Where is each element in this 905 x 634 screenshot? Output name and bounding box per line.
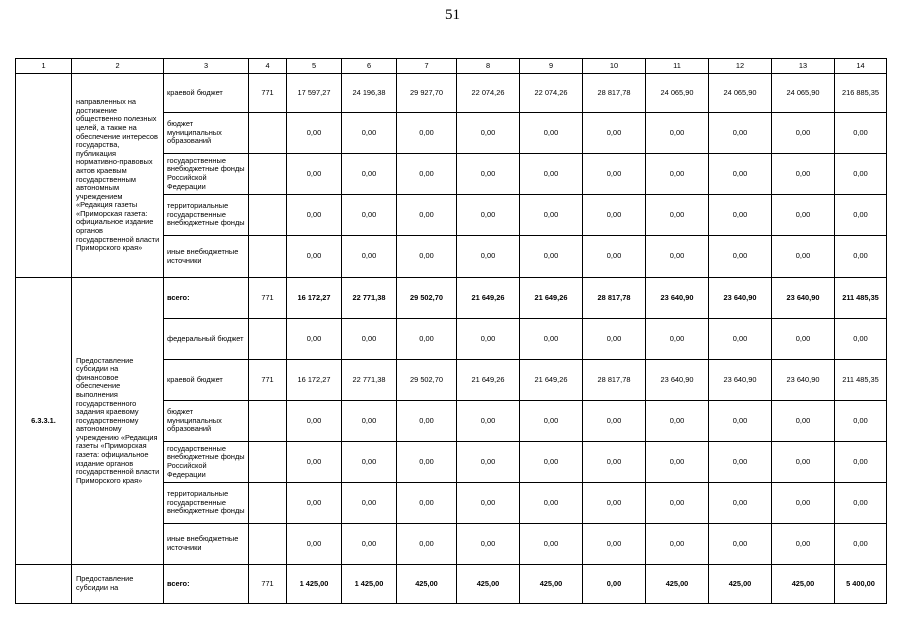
total-value: 0,00: [835, 442, 887, 483]
year-value: 0,00: [457, 154, 520, 195]
year-value: 23 640,90: [709, 278, 772, 319]
year-value: 0,00: [709, 319, 772, 360]
funding-source: территориальные государственные внебюджетные фонды: [164, 483, 249, 524]
column-header: 7: [397, 59, 457, 74]
year-value: 0,00: [457, 401, 520, 442]
year-value: 22 771,38: [342, 360, 397, 401]
year-value: 0,00: [342, 195, 397, 236]
total-value: 0,00: [835, 113, 887, 154]
year-value: 0,00: [646, 195, 709, 236]
year-value: 0,00: [772, 483, 835, 524]
column-header: 12: [709, 59, 772, 74]
year-value: 0,00: [646, 442, 709, 483]
table-row: [16, 278, 887, 319]
year-value: 24 065,90: [772, 74, 835, 113]
year-value: 0,00: [709, 236, 772, 278]
department-code: [249, 319, 287, 360]
department-code: [249, 113, 287, 154]
table-row: [16, 74, 887, 113]
column-header: 9: [520, 59, 583, 74]
budget-table: [15, 58, 887, 604]
year-value: 0,00: [342, 113, 397, 154]
year-value: 0,00: [520, 319, 583, 360]
year-value: 0,00: [772, 113, 835, 154]
department-code: [249, 524, 287, 565]
column-header: 11: [646, 59, 709, 74]
year-value: 425,00: [520, 565, 583, 604]
year-value: 16 172,27: [287, 278, 342, 319]
year-value: 22 074,26: [457, 74, 520, 113]
year-value: 0,00: [709, 401, 772, 442]
year-value: 0,00: [583, 565, 646, 604]
item-code: [16, 565, 72, 604]
year-value: 0,00: [520, 113, 583, 154]
year-value: 21 649,26: [457, 278, 520, 319]
year-value: 0,00: [709, 113, 772, 154]
year-value: 0,00: [342, 442, 397, 483]
total-value: 0,00: [835, 236, 887, 278]
year-value: 28 817,78: [583, 278, 646, 319]
year-value: 21 649,26: [520, 278, 583, 319]
year-value: 0,00: [772, 236, 835, 278]
funding-source: бюджет муниципальных образований: [164, 401, 249, 442]
department-code: [249, 442, 287, 483]
year-value: 0,00: [397, 154, 457, 195]
year-value: 23 640,90: [646, 360, 709, 401]
year-value: 0,00: [287, 401, 342, 442]
column-header: 4: [249, 59, 287, 74]
year-value: 0,00: [583, 236, 646, 278]
year-value: 0,00: [583, 524, 646, 565]
year-value: 29 502,70: [397, 360, 457, 401]
year-value: 16 172,27: [287, 360, 342, 401]
year-value: 0,00: [342, 401, 397, 442]
department-code: 771: [249, 565, 287, 604]
year-value: 0,00: [287, 154, 342, 195]
year-value: 0,00: [287, 113, 342, 154]
year-value: 0,00: [457, 236, 520, 278]
year-value: 0,00: [287, 319, 342, 360]
year-value: 0,00: [287, 236, 342, 278]
year-value: 1 425,00: [342, 565, 397, 604]
year-value: 23 640,90: [709, 360, 772, 401]
funding-source: бюджет муниципальных образований: [164, 113, 249, 154]
year-value: 21 649,26: [457, 360, 520, 401]
year-value: 0,00: [397, 483, 457, 524]
year-value: 0,00: [520, 236, 583, 278]
total-value: 0,00: [835, 483, 887, 524]
year-value: 23 640,90: [772, 278, 835, 319]
year-value: 0,00: [520, 401, 583, 442]
department-code: [249, 195, 287, 236]
year-value: 23 640,90: [772, 360, 835, 401]
total-value: 0,00: [835, 319, 887, 360]
year-value: 29 502,70: [397, 278, 457, 319]
total-value: 0,00: [835, 154, 887, 195]
year-value: 28 817,78: [583, 74, 646, 113]
funding-source: краевой бюджет: [164, 74, 249, 113]
year-value: 0,00: [342, 524, 397, 565]
year-value: 0,00: [709, 154, 772, 195]
year-value: 425,00: [772, 565, 835, 604]
year-value: 0,00: [772, 319, 835, 360]
total-value: 216 885,35: [835, 74, 887, 113]
column-header: 6: [342, 59, 397, 74]
year-value: 0,00: [342, 154, 397, 195]
item-code: [16, 74, 72, 278]
year-value: 0,00: [709, 195, 772, 236]
column-header: 8: [457, 59, 520, 74]
total-value: 211 485,35: [835, 360, 887, 401]
item-description: Предоставление субсидии на: [72, 565, 164, 604]
year-value: 0,00: [772, 442, 835, 483]
column-header: 3: [164, 59, 249, 74]
year-value: 0,00: [457, 524, 520, 565]
funding-source: государственные внебюджетные фонды Российской Федерации: [164, 154, 249, 195]
year-value: 0,00: [646, 154, 709, 195]
department-code: 771: [249, 278, 287, 319]
year-value: 0,00: [520, 483, 583, 524]
column-header: 10: [583, 59, 646, 74]
year-value: 0,00: [397, 236, 457, 278]
column-header: 2: [72, 59, 164, 74]
year-value: 0,00: [646, 483, 709, 524]
year-value: 1 425,00: [287, 565, 342, 604]
item-description: Предоставление субсидии на финансовое обеспечение выполнения государственного задания краевому государственному автономному учреждению «Редакция газеты «Приморская газета: официальное издание органов государственной власти Приморского края»: [72, 278, 164, 565]
year-value: 425,00: [646, 565, 709, 604]
year-value: 17 597,27: [287, 74, 342, 113]
year-value: 0,00: [583, 319, 646, 360]
year-value: 24 065,90: [709, 74, 772, 113]
department-code: 771: [249, 360, 287, 401]
year-value: 0,00: [457, 442, 520, 483]
year-value: 0,00: [342, 319, 397, 360]
year-value: 0,00: [457, 483, 520, 524]
year-value: 29 927,70: [397, 74, 457, 113]
year-value: 0,00: [583, 483, 646, 524]
funding-source: федеральный бюджет: [164, 319, 249, 360]
total-value: 0,00: [835, 195, 887, 236]
year-value: 0,00: [397, 195, 457, 236]
year-value: 0,00: [583, 154, 646, 195]
year-value: 0,00: [520, 154, 583, 195]
year-value: 22 771,38: [342, 278, 397, 319]
year-value: 21 649,26: [520, 360, 583, 401]
year-value: 0,00: [583, 401, 646, 442]
column-header: 5: [287, 59, 342, 74]
department-code: [249, 401, 287, 442]
total-value: 211 485,35: [835, 278, 887, 319]
year-value: 0,00: [457, 113, 520, 154]
year-value: 0,00: [646, 524, 709, 565]
funding-source: иные внебюджетные источники: [164, 524, 249, 565]
header-row: [16, 59, 887, 74]
total-value: 0,00: [835, 401, 887, 442]
page-number: 51: [445, 7, 460, 23]
funding-source: государственные внебюджетные фонды Российской Федерации: [164, 442, 249, 483]
table-row: [16, 565, 887, 604]
year-value: 0,00: [342, 236, 397, 278]
year-value: 0,00: [520, 442, 583, 483]
funding-source: краевой бюджет: [164, 360, 249, 401]
table-body: [16, 59, 887, 604]
year-value: 0,00: [583, 195, 646, 236]
year-value: 0,00: [287, 483, 342, 524]
year-value: 0,00: [709, 524, 772, 565]
funding-source: всего:: [164, 565, 249, 604]
year-value: 0,00: [583, 442, 646, 483]
column-header: 13: [772, 59, 835, 74]
department-code: [249, 236, 287, 278]
year-value: 0,00: [709, 442, 772, 483]
year-value: 0,00: [397, 113, 457, 154]
year-value: 0,00: [520, 524, 583, 565]
item-code: 6.3.3.1.: [16, 278, 72, 565]
year-value: 0,00: [342, 483, 397, 524]
year-value: 425,00: [457, 565, 520, 604]
year-value: 0,00: [397, 442, 457, 483]
funding-source: иные внебюджетные источники: [164, 236, 249, 278]
year-value: 0,00: [646, 401, 709, 442]
year-value: 0,00: [709, 483, 772, 524]
year-value: 0,00: [397, 401, 457, 442]
year-value: 0,00: [287, 524, 342, 565]
year-value: 0,00: [397, 524, 457, 565]
year-value: 0,00: [772, 524, 835, 565]
total-value: 5 400,00: [835, 565, 887, 604]
department-code: [249, 154, 287, 195]
year-value: 0,00: [457, 319, 520, 360]
column-header: 1: [16, 59, 72, 74]
year-value: 0,00: [397, 319, 457, 360]
funding-source: территориальные государственные внебюджетные фонды: [164, 195, 249, 236]
year-value: 0,00: [583, 113, 646, 154]
year-value: 28 817,78: [583, 360, 646, 401]
year-value: 24 196,38: [342, 74, 397, 113]
department-code: [249, 483, 287, 524]
year-value: 0,00: [772, 154, 835, 195]
year-value: 425,00: [709, 565, 772, 604]
total-value: 0,00: [835, 524, 887, 565]
year-value: 22 074,26: [520, 74, 583, 113]
year-value: 0,00: [646, 113, 709, 154]
funding-source: всего:: [164, 278, 249, 319]
year-value: 425,00: [397, 565, 457, 604]
year-value: 0,00: [287, 442, 342, 483]
year-value: 0,00: [772, 195, 835, 236]
year-value: 24 065,90: [646, 74, 709, 113]
department-code: 771: [249, 74, 287, 113]
item-description: направленных на достижение общественно полезных целей, а также на обеспечение интересов государства, публикация нормативно-правовых актов краевым государственным автономным учреждением «Редакция газеты «Приморская газета: официальное издание органов государственной власти Приморского края»: [72, 74, 164, 278]
year-value: 0,00: [646, 319, 709, 360]
year-value: 0,00: [520, 195, 583, 236]
column-header: 14: [835, 59, 887, 74]
year-value: 23 640,90: [646, 278, 709, 319]
year-value: 0,00: [772, 401, 835, 442]
year-value: 0,00: [646, 236, 709, 278]
year-value: 0,00: [457, 195, 520, 236]
year-value: 0,00: [287, 195, 342, 236]
